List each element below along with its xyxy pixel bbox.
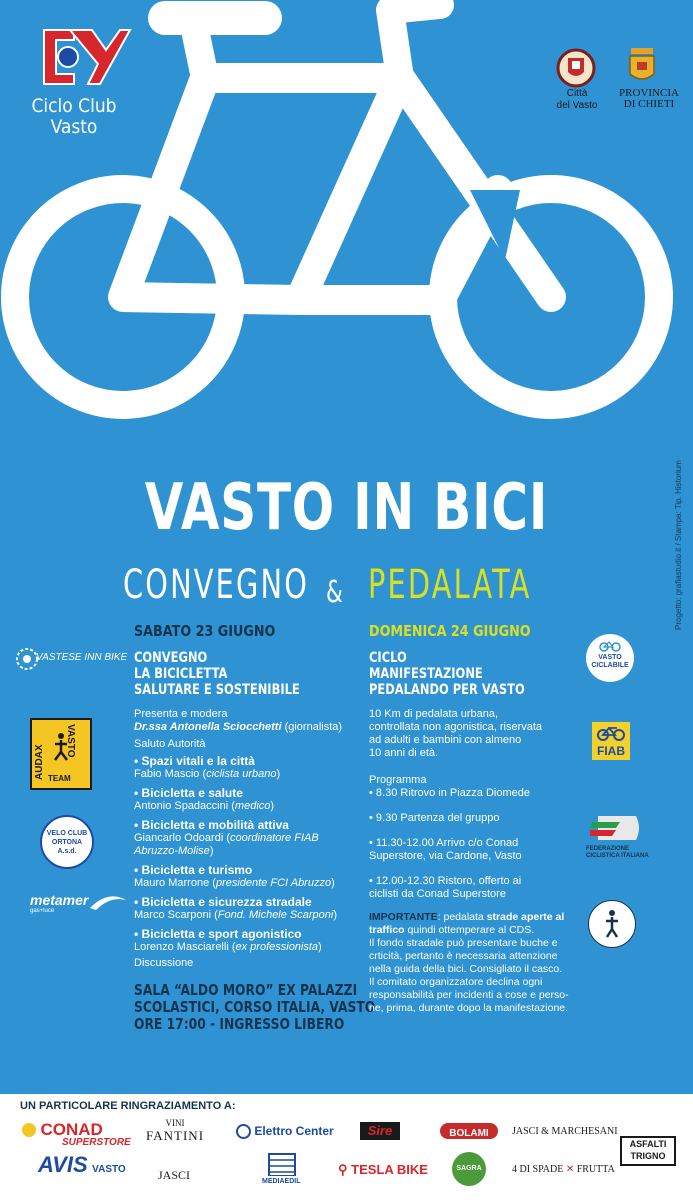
citta-vasto-crest-icon [556,48,596,88]
programma-label: Programma [369,774,427,786]
sagra-text: SAGRA [456,1165,482,1172]
talk-role-open: ( [211,909,218,921]
club-name-line2: Vasto [50,116,98,138]
club-name-line1: Ciclo Club [31,95,117,117]
sunday-heading-1: CICLO [369,650,407,666]
sagra-logo [452,1152,486,1186]
safety-note: Il comitato organizzatore declina ogni [369,976,543,988]
sunday-program [369,622,569,1015]
building-icon [267,1150,297,1176]
sunday-heading-3: PEDALANDO PER VASTO [369,682,525,698]
talk-speaker: Mauro Marrone [134,877,210,889]
sire-logo [360,1122,400,1140]
talk-role-open: ( [228,941,236,953]
provincia-chieti-crest-icon [627,46,657,86]
bicycle-icon: ⚲ [338,1162,348,1177]
bolami-logo [440,1123,498,1139]
important-label: IMPORTANTE [369,911,438,923]
event-title: VASTO IN BICI [144,471,549,545]
elettro-center-text: Elettro Center [254,1124,334,1138]
metamer-text: metamer [30,892,89,908]
talk-speaker: Antonio Spadaccini [134,800,229,812]
talk-item [134,895,349,922]
talk-title: • Bicicletta e sport agonistico [134,927,302,941]
conad-logo [22,1120,131,1148]
frutta-text: FRUTTA [576,1164,615,1175]
jasci-logo: JASCI [158,1168,191,1182]
presenta-label: Presenta e modera [134,708,228,720]
sunday-heading-2: MANIFESTAZIONE [369,666,483,682]
talk-item [134,863,349,890]
program-item-continued: Superstore, via Cardone, Vasto [369,850,522,862]
venue-line-2: SCOLASTICI, CORSO ITALIA, VASTO [134,998,376,1016]
fantini-text: FANTINI [146,1128,205,1143]
talk-speaker: Fabio Mascio [134,768,200,780]
crossed-swords-icon: ✕ [565,1164,575,1175]
ciclo-club-logo [40,22,132,92]
provincia-line2: DI CHIETI [623,98,675,110]
vasto-ciclabile-text-2: CICLABILE [591,662,629,669]
print-credit [674,460,684,630]
subtitle-pedalata: PEDALATA [368,562,532,608]
saturday-heading-1: CONVEGNO [134,650,208,666]
audax-vasto-text: VASTO [65,724,76,758]
sunday-date: DOMENICA 24 GIUGNO [369,622,531,640]
globe-icon [236,1124,251,1139]
talk-role: presidente FCI Abruzzo [215,877,332,889]
swoosh-icon [88,894,128,914]
talk-role-close: ) [270,800,275,812]
jasci-marchesani-logo: JASCI & MARCHESANI [512,1126,618,1137]
talk-role-close: ) [276,768,281,780]
club-name [14,96,134,138]
fiab-logo [592,722,630,760]
bolami-text: BOLAMI [449,1128,489,1139]
metamer-logo [30,892,110,922]
talk-item [134,754,349,781]
citta-vasto-line1: Città [566,88,588,99]
saturday-date: SABATO 23 GIUGNO [134,622,276,640]
fiab-text: FIAB [597,744,625,758]
cyclist-icon [602,909,622,939]
talk-role: Fond. Michele Scarponi [217,909,334,921]
4-di-spade-frutta-logo [512,1164,615,1175]
safety-note: ne, prima, durante dopo la manifestazione. [369,1002,569,1014]
fci-text-2: CICLISTICA ITALIANA [586,853,649,859]
talk-role-close: ) [331,877,335,889]
vastese-inn-bike-logo [14,640,128,680]
citta-vasto-label [552,88,602,112]
metamer-sub-text: gas+luce [30,908,55,914]
discussione-label: Discussione [134,957,194,969]
talk-title: • Bicicletta e sicurezza stradale [134,895,312,909]
vini-text: VINI [165,1118,185,1128]
audax-team-text: TEAM [48,774,71,783]
safety-note: crticità, pertanto è necessaria attenzione [369,950,558,962]
velo-ortona-text: ORTONA [51,839,83,846]
scarponi-foundation-logo [588,900,636,948]
program-item-continued: ciclisti da Conad Superstore [369,888,506,900]
fci-text-1: FEDERAZIONE [586,846,630,852]
moderator-role: (giornalista) [281,721,343,733]
talk-role-close: ) [209,845,214,857]
safety-note: responsabilità per incidenti a cose e perso- [369,989,569,1001]
talk-role: medico [234,800,271,812]
trigno-text: TRIGNO [630,1151,666,1161]
talk-role-open: ( [228,800,235,812]
program-item: • 9.30 Partenza del gruppo [369,812,500,824]
sire-text: Sire [367,1123,393,1138]
program-item: • 11.30-12.00 Arrivo c/o Conad [369,837,519,849]
talk-role-open: ( [223,832,231,844]
subtitle-convegno: CONVEGNO [123,562,310,608]
citta-vasto-line2: del Vasto [556,100,598,111]
saturday-program [134,622,376,1033]
bicycle-icon [599,640,621,652]
cyclist-icon [49,732,73,762]
saturday-heading-3: SALUTARE E SOSTENIBILE [134,682,300,698]
audax-text: AUDAX [34,744,45,780]
talk-item [134,818,349,858]
mediaedil-text: MEDIAEDIL [262,1178,301,1185]
talk-title: • Bicicletta e mobilità attiva [134,818,289,832]
ride-description-4: 10 anni di età. [369,747,439,759]
important-bold-2: traffico [369,924,405,936]
fci-logo [586,812,649,862]
avis-text: AVIS [38,1152,88,1177]
audax-vasto-logo [30,718,92,790]
venue-line-3: ORE 17:00 - INGRESSO LIBERO [134,1015,345,1033]
mediaedil-logo [262,1150,302,1190]
avis-vasto-text: VASTO [92,1164,126,1175]
talk-role: ex professionista [235,941,319,953]
safety-note: Il fondo stradale può presentare buche e [369,937,558,949]
subtitle-ampersand: & [326,575,346,610]
velo-club-ortona-logo [40,815,94,869]
safety-note: nella guida della bici. Consigliato il casco. [369,963,563,975]
conad-sub-text: SUPERSTORE [62,1137,131,1148]
conad-text: CONAD [40,1120,103,1139]
important-text: : pedalata [437,911,487,923]
ride-description-2: controllata non agonistica, riservata [369,721,543,733]
talk-speaker: Lorenzo Masciarelli [134,941,229,953]
thanks-heading: UN PARTICOLARE RINGRAZIAMENTO A: [20,1100,236,1112]
saturday-heading-2: LA BICICLETTA [134,666,228,682]
venue-line-1: SALA “ALDO MORO” EX PALAZZI [134,981,358,999]
velo-asd-text: A.s.d. [57,848,77,855]
elettro-center-logo [236,1124,334,1139]
talk-speaker: Giancarlo Odoardi [134,832,224,844]
4-di-spade-text: 4 DI SPADE [512,1164,564,1175]
asfalti-trigno-logo [620,1136,676,1166]
program-item: • 8.30 Ritrovo in Piazza Diomede [369,787,530,799]
saluto-autorita: Saluto Autorità [134,738,206,750]
vastese-inn-bike-text: VASTESE INN BIKE [36,652,128,663]
sun-icon [22,1123,36,1137]
talk-role: ciclista urbano [206,768,277,780]
program-item: • 12.00-12.30 Ristoro, offerto ai [369,875,522,887]
velo-club-text: VELO CLUB [46,830,88,837]
important-text-2: quindi ottemperare al CDS. [404,924,535,936]
tesla-bike-text: TESLA BIKE [351,1162,428,1177]
moderator-name: Dr.ssa Antonella Sciocchetti [134,721,282,733]
provincia-chieti-label [614,88,684,110]
print-credit-text: Progetto: grafiastudio.it / Stampa: Tip. Historium [674,460,683,630]
talk-item [134,927,349,954]
ride-description-1: 10 Km di pedalata urbana, [369,708,499,720]
bicycle-icon [597,725,625,741]
talk-title: • Bicicletta e turismo [134,863,253,877]
fantini-logo [146,1118,204,1144]
ride-description-3: ad adulti e bambini con almeno [369,734,522,746]
talk-role-close: ) [318,941,322,953]
talk-role-close: ) [333,909,338,921]
avis-vasto-logo [38,1152,126,1178]
talk-item [134,786,349,813]
talk-role-continued: Abruzzo-Molise [134,845,210,857]
tesla-bike-logo [338,1162,428,1178]
important-bold-1: strade aperte al [486,911,565,923]
provincia-line1: PROVINCIA [619,87,679,99]
talk-role: coordinatore FIAB [230,832,319,844]
talk-speaker: Marco Scarponi [134,909,212,921]
vasto-ciclabile-text-1: VASTO [598,654,622,661]
talk-title: • Bicicletta e salute [134,786,243,800]
asfalti-text: ASFALTI [629,1139,667,1149]
vasto-ciclabile-logo [586,634,634,682]
talk-role-open: ( [209,877,216,889]
talk-role-open: ( [199,768,207,780]
fci-emblem-icon [590,812,642,844]
talk-title: • Spazi vitali e la città [134,754,255,768]
